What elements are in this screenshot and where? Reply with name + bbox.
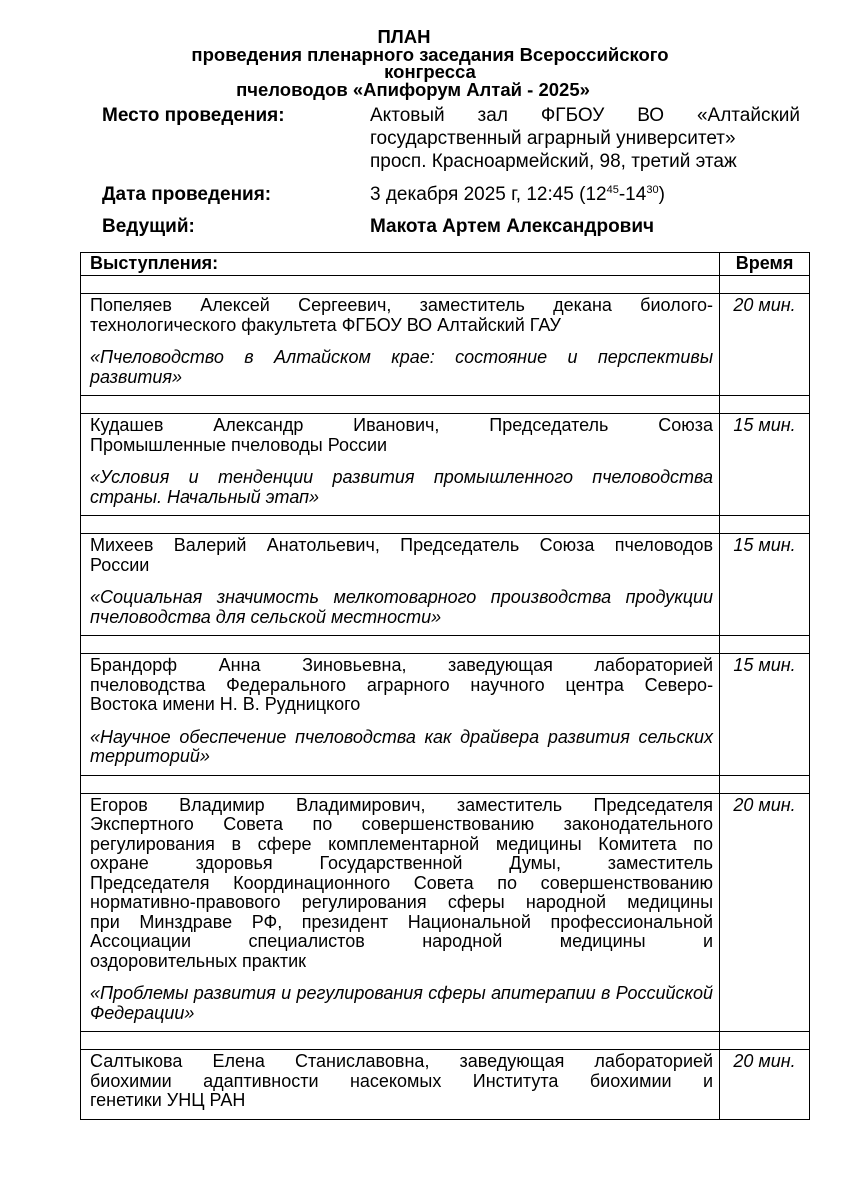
venue-label: Место проведения: <box>102 105 285 126</box>
speaker-info-line: Брандорф Анна Зиновьевна, заведующая лабораторией <box>90 655 714 675</box>
speaker-info-line: Промышленные пчеловоды России <box>90 434 388 455</box>
speech-topic: «Проблемы развития и регулирования сферы апитерапии в Российской Федерации» <box>90 983 714 1023</box>
spacer-cell <box>81 276 720 294</box>
date-close: ) <box>658 184 665 205</box>
speaker-cell <box>81 793 720 1032</box>
speaker-info-line: Экспертного Совета по совершенствованию законодательного <box>90 814 714 834</box>
table-header-row <box>81 253 810 276</box>
header-speeches: Выступления: <box>81 253 720 276</box>
speaker-info-line: Егоров Владимир Владимирович, заместитель Председателя <box>90 794 714 815</box>
speech-row <box>81 654 810 776</box>
speech-topic: «Пчеловодство в Алтайском крае: состояние и перспективы развития» <box>90 347 714 387</box>
document-subtitle-line2: пчеловодов «Апифорум Алтай - 2025» <box>236 78 590 100</box>
host-name: Макота Артем Александрович <box>370 216 655 237</box>
spacer-cell <box>720 396 810 414</box>
spacer-cell <box>81 1032 720 1050</box>
speech-topic: «Социальная значимость мелкотоварного производства продукции пчеловодства для сельской местности» <box>90 587 714 627</box>
speaker-info-line: Попеляев Алексей Сергеевич, заместитель декана биолого- <box>90 295 714 315</box>
speaker-info-line: охране здоровья Государственной Думы, заместитель <box>90 853 714 873</box>
speaker-info-line: Ассоциации специалистов народной медицины и <box>90 931 714 951</box>
document-title-block <box>150 28 710 98</box>
speaker-info-line: Востока имени Н. В. Рудницкого <box>90 694 361 714</box>
date-start-minutes: 45 <box>606 184 619 196</box>
speaker-info-line: регулирования в сфере комплементарной медицины Комитета по <box>90 833 714 854</box>
speech-duration: 15 мин. <box>720 534 810 636</box>
spacer-cell <box>81 636 720 654</box>
spacer-cell <box>81 396 720 414</box>
speech-row <box>81 414 810 516</box>
date-text: 3 декабря 2025 г, 12:45 (12 <box>370 184 607 205</box>
date-end-minutes: 30 <box>646 184 659 196</box>
speaker-cell <box>81 414 720 516</box>
spacer-cell <box>720 516 810 534</box>
speaker-info-line: при Минздраве РФ, президент Национальной профессиональной <box>90 911 714 932</box>
speech-duration: 15 мин. <box>720 414 810 516</box>
speaker-cell <box>81 534 720 636</box>
spacer-cell <box>720 276 810 294</box>
speeches-table <box>80 252 810 1120</box>
table-spacer-row <box>81 516 810 534</box>
speaker-info-line: генетики УНЦ РАН <box>90 1090 246 1110</box>
document-subtitle-line1: проведения пленарного заседания Всероссийского конгресса <box>191 43 669 82</box>
speech-duration: 20 мин. <box>720 294 810 396</box>
speaker-cell <box>81 1050 720 1120</box>
table-spacer-row <box>81 1032 810 1050</box>
speaker-info-line: пчеловодства Федерального аграрного научного центра Северо- <box>90 674 714 695</box>
speech-row <box>81 534 810 636</box>
table-spacer-row <box>81 396 810 414</box>
speaker-info-line: Михеев Валерий Анатольевич, Председатель Союза пчеловодов <box>90 535 714 555</box>
host-label: Ведущий: <box>102 216 195 237</box>
spacer-cell <box>720 775 810 793</box>
spacer-cell <box>720 1032 810 1050</box>
speech-duration: 20 мин. <box>720 793 810 1032</box>
speaker-info-line: оздоровительных практик <box>90 950 307 971</box>
speaker-cell <box>81 654 720 776</box>
speaker-info-line: нормативно-правового регулирования сферы народной медицины <box>90 892 714 912</box>
speech-row <box>81 793 810 1032</box>
speech-topic: «Научное обеспечение пчеловодства как драйвера развития сельских территорий» <box>90 726 714 766</box>
table-spacer-row <box>81 276 810 294</box>
speaker-cell <box>81 294 720 396</box>
speech-row <box>81 1050 810 1120</box>
table-spacer-row <box>81 636 810 654</box>
date-label: Дата проведения: <box>102 184 272 205</box>
table-spacer-row <box>81 775 810 793</box>
venue-line: государственный аграрный университет» <box>370 128 736 149</box>
speaker-info-line: технологического факультета ФГБОУ ВО Алтайский ГАУ <box>90 314 561 335</box>
speaker-info-line: Кудашев Александр Иванович, Председатель Союза <box>90 415 714 435</box>
venue-line: Актовый зал ФГБОУ ВО «Алтайский <box>370 105 800 126</box>
speaker-info-line: Председателя Координационного Совета по совершенствованию <box>90 872 714 893</box>
speech-row <box>81 294 810 396</box>
speech-topic: «Условия и тенденции развития промышленного пчеловодства страны. Начальный этап» <box>90 467 714 507</box>
spacer-cell <box>81 775 720 793</box>
speaker-info-line: Салтыкова Елена Станиславовна, заведующая лабораторией <box>90 1051 714 1071</box>
document-title: ПЛАН <box>377 26 431 47</box>
date-value <box>370 183 800 206</box>
spacer-cell <box>81 516 720 534</box>
speech-duration: 20 мин. <box>720 1050 810 1120</box>
header-time: Время <box>720 253 810 276</box>
date-separator: -14 <box>618 184 647 205</box>
venue-line: просп. Красноармейский, 98, третий этаж <box>370 151 737 172</box>
speaker-info-line: России <box>90 554 150 575</box>
speech-duration: 15 мин. <box>720 654 810 776</box>
venue-value <box>370 104 800 173</box>
speaker-info-line: биохимии адаптивности насекомых Института биохимии и <box>90 1070 714 1091</box>
spacer-cell <box>720 636 810 654</box>
